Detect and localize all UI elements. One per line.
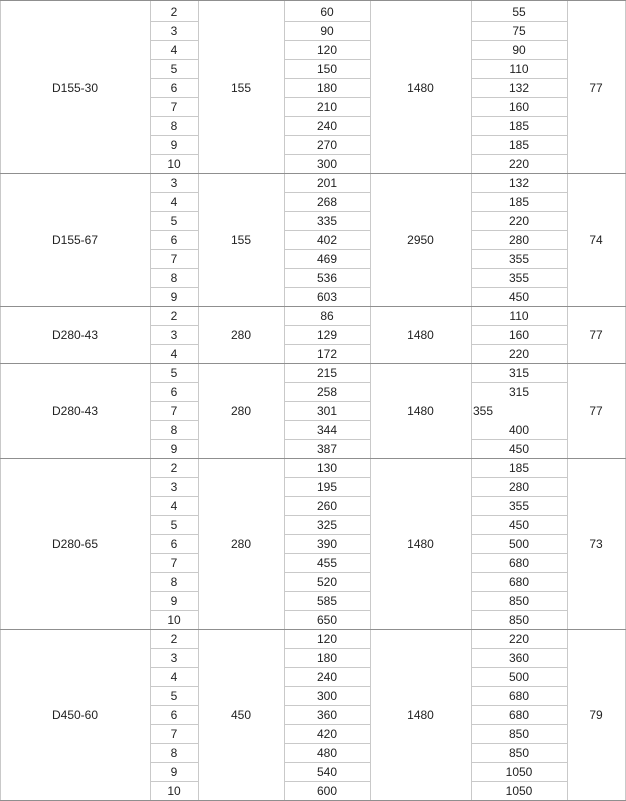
table-gridline	[150, 743, 198, 744]
table-gridline	[150, 420, 198, 421]
speed-cell: 2950	[407, 232, 434, 247]
model-cell: D280-43	[51, 403, 99, 418]
head-cell: 129	[316, 327, 338, 342]
power-cell: 850	[508, 593, 530, 608]
table-gridline	[284, 401, 370, 402]
table-gridline	[284, 59, 370, 60]
speed-cell: 1480	[407, 327, 434, 342]
efficiency-cell: 77	[589, 403, 603, 418]
flow-cell: 450	[230, 707, 252, 722]
stage-cell: 10	[167, 612, 181, 627]
table-gridline	[471, 382, 567, 383]
speed-cell: 1480	[407, 80, 434, 95]
table-gridline	[471, 762, 567, 763]
table-gridline	[284, 743, 370, 744]
stage-cell: 2	[170, 631, 178, 646]
table-gridline	[150, 496, 198, 497]
table-gridline	[471, 230, 567, 231]
head-cell: 195	[316, 479, 338, 494]
table-gridline	[471, 515, 567, 516]
stage-cell: 9	[170, 441, 178, 456]
stage-cell: 8	[170, 574, 178, 589]
stage-cell: 9	[170, 764, 178, 779]
table-gridline	[284, 192, 370, 193]
power-cell: 850	[508, 745, 530, 760]
table-gridline	[150, 667, 198, 668]
table-gridline	[150, 781, 198, 782]
table-gridline	[150, 762, 198, 763]
table-gridline	[284, 610, 370, 611]
flow-cell: 280	[230, 536, 252, 551]
table-gridline	[150, 534, 198, 535]
power-cell: 450	[508, 441, 530, 456]
head-cell: 360	[316, 707, 338, 722]
head-cell: 240	[316, 669, 338, 684]
table-gridline	[284, 572, 370, 573]
head-cell: 390	[316, 536, 338, 551]
head-cell: 469	[316, 251, 338, 266]
stage-cell: 9	[170, 137, 178, 152]
power-cell: 500	[508, 669, 530, 684]
power-cell: 55	[512, 4, 526, 19]
table-gridline	[150, 154, 198, 155]
stage-cell: 4	[170, 42, 178, 57]
power-cell: 220	[508, 631, 530, 646]
efficiency-cell: 77	[589, 327, 603, 342]
head-cell: 455	[316, 555, 338, 570]
table-gridline	[471, 724, 567, 725]
stage-cell: 4	[170, 669, 178, 684]
stage-cell: 5	[170, 213, 178, 228]
table-gridline	[150, 59, 198, 60]
table-gridline	[150, 268, 198, 269]
power-cell: 850	[508, 612, 530, 627]
table-gridline	[150, 686, 198, 687]
stage-cell: 8	[170, 745, 178, 760]
power-cell: 132	[508, 80, 530, 95]
head-cell: 120	[316, 631, 338, 646]
stage-cell: 2	[170, 460, 178, 475]
head-cell: 344	[316, 422, 338, 437]
table-gridline	[284, 591, 370, 592]
model-cell: D280-65	[51, 536, 99, 551]
stage-cell: 8	[170, 118, 178, 133]
table-gridline	[471, 40, 567, 41]
power-cell: 450	[508, 289, 530, 304]
table-gridline	[284, 762, 370, 763]
table-gridline	[150, 192, 198, 193]
table-gridline	[284, 439, 370, 440]
head-cell: 201	[316, 175, 338, 190]
table-gridline	[284, 325, 370, 326]
head-cell: 600	[316, 783, 338, 798]
power-cell: 360	[508, 650, 530, 665]
table-gridline	[150, 515, 198, 516]
table-gridline	[284, 230, 370, 231]
table-gridline	[471, 610, 567, 611]
table-gridline	[150, 382, 198, 383]
stage-cell: 2	[170, 4, 178, 19]
head-cell: 60	[320, 4, 334, 19]
head-cell: 180	[316, 650, 338, 665]
table-gridline	[150, 230, 198, 231]
head-cell: 650	[316, 612, 338, 627]
table-gridline	[284, 154, 370, 155]
power-cell: 355	[508, 498, 530, 513]
stage-cell: 5	[170, 517, 178, 532]
head-cell: 387	[316, 441, 338, 456]
table-gridline	[150, 287, 198, 288]
head-cell: 585	[316, 593, 338, 608]
head-cell: 172	[316, 346, 338, 361]
speed-cell: 1480	[407, 707, 434, 722]
table-gridline	[150, 401, 198, 402]
head-cell: 215	[316, 365, 338, 380]
power-cell: 160	[508, 327, 530, 342]
table-gridline	[150, 344, 198, 345]
stage-cell: 7	[170, 251, 178, 266]
table-gridline	[284, 724, 370, 725]
table-gridline	[284, 135, 370, 136]
stage-cell: 10	[167, 783, 181, 798]
head-cell: 420	[316, 726, 338, 741]
table-gridline	[284, 382, 370, 383]
head-cell: 402	[316, 232, 338, 247]
power-cell: 185	[508, 137, 530, 152]
power-cell: 220	[508, 346, 530, 361]
head-cell: 603	[316, 289, 338, 304]
table-gridline	[150, 116, 198, 117]
power-cell: 500	[508, 536, 530, 551]
table-gridline	[284, 420, 370, 421]
head-cell: 130	[316, 460, 338, 475]
stage-cell: 9	[170, 289, 178, 304]
table-gridline	[284, 116, 370, 117]
table-gridline	[284, 553, 370, 554]
stage-cell: 5	[170, 61, 178, 76]
table-gridline	[150, 211, 198, 212]
table-gridline	[150, 553, 198, 554]
efficiency-cell: 73	[589, 536, 603, 551]
power-cell: 850	[508, 726, 530, 741]
table-gridline	[150, 705, 198, 706]
table-gridline	[150, 21, 198, 22]
table-gridline	[471, 344, 567, 345]
efficiency-cell: 79	[589, 707, 603, 722]
model-cell: D155-67	[51, 232, 99, 247]
table-gridline	[471, 572, 567, 573]
power-cell: 315	[508, 384, 530, 399]
table-gridline	[471, 287, 567, 288]
table-gridline	[471, 667, 567, 668]
table-gridline	[150, 610, 198, 611]
power-cell: 220	[508, 156, 530, 171]
table-gridline	[0, 0, 626, 1]
head-cell: 270	[316, 137, 338, 152]
efficiency-cell: 74	[589, 232, 603, 247]
table-gridline	[471, 192, 567, 193]
power-cell: 160	[508, 99, 530, 114]
stage-cell: 6	[170, 536, 178, 551]
stage-cell: 7	[170, 403, 178, 418]
table-gridline	[471, 496, 567, 497]
power-cell: 680	[508, 555, 530, 570]
efficiency-cell: 77	[589, 80, 603, 95]
table-gridline	[284, 21, 370, 22]
power-cell: 90	[512, 42, 526, 57]
table-gridline	[471, 591, 567, 592]
table-gridline	[0, 800, 626, 801]
table-gridline	[284, 648, 370, 649]
table-gridline	[471, 743, 567, 744]
head-cell: 480	[316, 745, 338, 760]
speed-cell: 1480	[407, 536, 434, 551]
table-gridline	[284, 781, 370, 782]
table-gridline	[284, 78, 370, 79]
table-gridline	[150, 477, 198, 478]
head-cell: 268	[316, 194, 338, 209]
table-gridline	[150, 591, 198, 592]
table-gridline	[471, 249, 567, 250]
table-gridline	[471, 97, 567, 98]
power-cell: 1050	[505, 783, 533, 798]
head-cell: 86	[320, 308, 334, 323]
flow-cell: 155	[230, 232, 252, 247]
head-cell: 540	[316, 764, 338, 779]
power-cell: 110	[509, 308, 529, 323]
power-cell: 185	[508, 460, 530, 475]
power-cell: 220	[508, 213, 530, 228]
stage-cell: 2	[170, 308, 178, 323]
table-gridline	[284, 515, 370, 516]
table-gridline	[284, 344, 370, 345]
power-cell: 1050	[505, 764, 533, 779]
model-cell: D450-60	[51, 707, 99, 722]
power-cell: 355	[508, 270, 530, 285]
head-cell: 120	[316, 42, 338, 57]
table-gridline	[471, 268, 567, 269]
table-gridline	[471, 135, 567, 136]
power-cell: 185	[508, 194, 530, 209]
power-cell: 75	[512, 23, 526, 38]
table-gridline	[471, 686, 567, 687]
power-cell: 280	[508, 232, 530, 247]
table-gridline	[150, 78, 198, 79]
stage-cell: 4	[170, 194, 178, 209]
model-cell: D155-30	[51, 80, 99, 95]
table-gridline	[284, 534, 370, 535]
power-cell: 400	[508, 422, 530, 437]
stage-cell: 3	[170, 479, 178, 494]
table-gridline	[471, 553, 567, 554]
head-cell: 90	[320, 23, 334, 38]
table-gridline	[471, 534, 567, 535]
table-gridline	[284, 97, 370, 98]
power-cell: 315	[508, 365, 530, 380]
table-gridline	[150, 724, 198, 725]
head-cell: 335	[316, 213, 338, 228]
stage-cell: 3	[170, 23, 178, 38]
power-cell: 185	[508, 118, 530, 133]
table-gridline	[471, 477, 567, 478]
stage-cell: 6	[170, 80, 178, 95]
table-gridline	[150, 249, 198, 250]
stage-cell: 5	[170, 688, 178, 703]
head-cell: 325	[316, 517, 338, 532]
table-gridline	[471, 648, 567, 649]
power-cell: 680	[508, 688, 530, 703]
stage-cell: 4	[170, 498, 178, 513]
head-cell: 258	[316, 384, 338, 399]
table-gridline	[284, 686, 370, 687]
power-cell: 355	[508, 251, 530, 266]
stage-cell: 3	[170, 327, 178, 342]
table-gridline	[284, 705, 370, 706]
table-gridline	[471, 439, 567, 440]
stage-cell: 3	[170, 650, 178, 665]
table-gridline	[150, 40, 198, 41]
stage-cell: 5	[170, 365, 178, 380]
stage-cell: 8	[170, 422, 178, 437]
power-cell: 355	[473, 403, 494, 418]
stage-cell: 7	[170, 555, 178, 570]
head-cell: 260	[316, 498, 338, 513]
speed-cell: 1480	[407, 403, 434, 418]
table-gridline	[284, 211, 370, 212]
stage-cell: 7	[170, 726, 178, 741]
stage-cell: 8	[170, 270, 178, 285]
table-gridline	[471, 154, 567, 155]
table-gridline	[284, 477, 370, 478]
table-gridline	[150, 135, 198, 136]
head-cell: 150	[316, 61, 338, 76]
head-cell: 240	[316, 118, 338, 133]
head-cell: 300	[316, 688, 338, 703]
head-cell: 520	[316, 574, 338, 589]
table-gridline	[150, 97, 198, 98]
stage-cell: 6	[170, 707, 178, 722]
flow-cell: 280	[230, 403, 252, 418]
table-gridline	[284, 268, 370, 269]
power-cell: 110	[509, 61, 529, 76]
table-gridline	[471, 59, 567, 60]
power-cell: 280	[508, 479, 530, 494]
stage-cell: 10	[167, 156, 181, 171]
table-gridline	[284, 667, 370, 668]
flow-cell: 280	[230, 327, 252, 342]
table-gridline	[471, 78, 567, 79]
head-cell: 301	[316, 403, 338, 418]
table-gridline	[150, 439, 198, 440]
table-gridline	[471, 21, 567, 22]
flow-cell: 155	[230, 80, 252, 95]
table-gridline	[284, 287, 370, 288]
table-gridline	[471, 781, 567, 782]
table-gridline	[471, 116, 567, 117]
table-gridline	[150, 325, 198, 326]
head-cell: 300	[316, 156, 338, 171]
stage-cell: 7	[170, 99, 178, 114]
head-cell: 536	[316, 270, 338, 285]
stage-cell: 6	[170, 232, 178, 247]
stage-cell: 3	[170, 175, 178, 190]
stage-cell: 4	[170, 346, 178, 361]
stage-cell: 6	[170, 384, 178, 399]
stage-cell: 9	[170, 593, 178, 608]
head-cell: 210	[316, 99, 338, 114]
power-cell: 680	[508, 707, 530, 722]
table-gridline	[284, 40, 370, 41]
model-cell: D280-43	[51, 327, 99, 342]
table-gridline	[150, 572, 198, 573]
table-gridline	[471, 211, 567, 212]
power-cell: 132	[508, 175, 530, 190]
table-gridline	[150, 648, 198, 649]
table-gridline	[284, 496, 370, 497]
table-gridline	[471, 325, 567, 326]
table-gridline	[284, 249, 370, 250]
power-cell: 450	[508, 517, 530, 532]
table-gridline	[471, 705, 567, 706]
power-cell: 680	[508, 574, 530, 589]
head-cell: 180	[316, 80, 338, 95]
